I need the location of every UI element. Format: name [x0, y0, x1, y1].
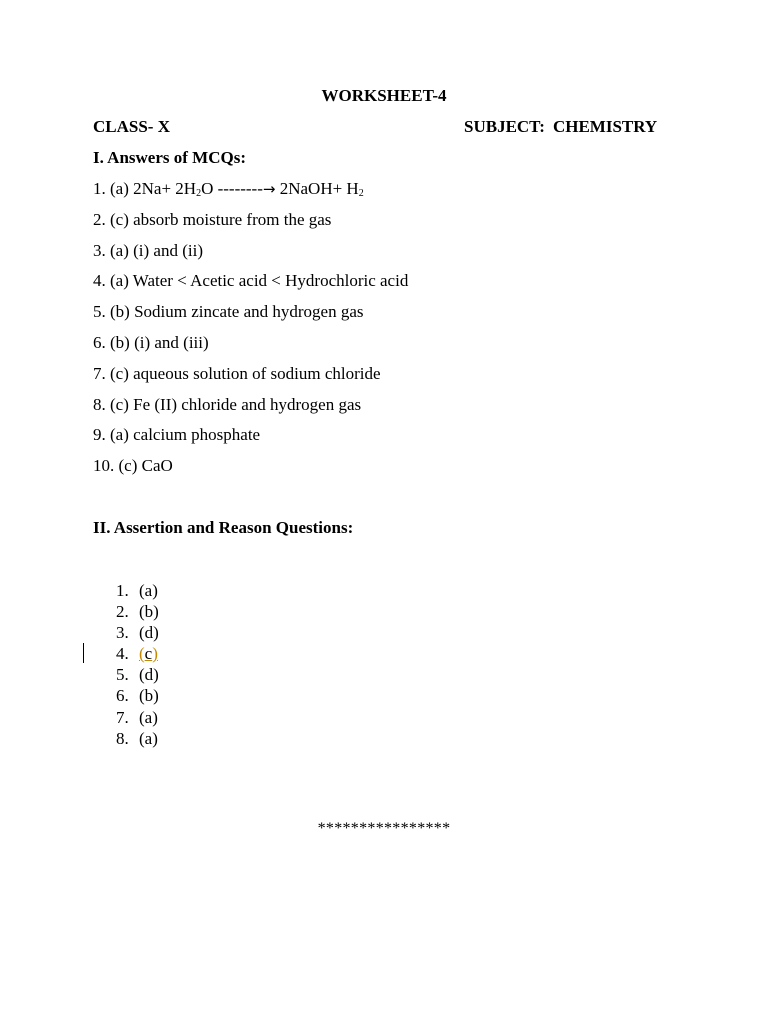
ar-answer-text: (a) [139, 707, 158, 727]
ar-number: 7. [116, 707, 129, 727]
arrow-right-icon: → [262, 180, 276, 198]
text-cursor [83, 643, 84, 663]
ar-answer-text: (b) [139, 686, 159, 706]
mcq-answer-1 [93, 179, 408, 210]
mcq-answer-list [93, 179, 408, 487]
mcq-answer-7: 7. (c) aqueous solution of sodium chloride [93, 363, 381, 383]
ar-number: 8. [116, 728, 129, 748]
ar-answer-8 [116, 729, 159, 750]
ar-answer-5 [116, 665, 159, 686]
ar-answer-text: (a) [139, 581, 158, 600]
class-label: CLASS- X [93, 117, 170, 136]
subject-value: CHEMISTRY [552, 117, 658, 136]
mcq-answer-10: 10. (c) CaO [93, 456, 173, 476]
ar-answer-7 [116, 708, 159, 729]
ar-number: 3. [116, 623, 129, 643]
worksheet-title: WORKSHEET-4 [321, 86, 447, 105]
mcq-answer-8: 8. (c) Fe (II) chloride and hydrogen gas [93, 394, 362, 414]
ar-answer-text: (d) [139, 623, 159, 643]
mcq-answer-9: 9. (a) calcium phosphate [93, 425, 261, 445]
q1-subscript-h2o: 2 [196, 188, 202, 199]
ar-answer-2 [116, 602, 159, 623]
ar-close-paren: ) [152, 644, 158, 664]
mcq-answer-3: 3. (a) (i) and (ii) [93, 240, 203, 260]
mcq-section-heading: I. Answers of MCQs: [93, 148, 246, 167]
tracked-change-answer[interactable] [139, 644, 158, 663]
mcq-answer-5: 5. (b) Sodium zincate and hydrogen gas [93, 302, 364, 322]
ar-number: 2. [116, 602, 129, 622]
footer-stars: **************** [317, 820, 451, 837]
q1-products: 2NaOH+ H [275, 179, 359, 198]
subject-line [464, 117, 657, 137]
ar-number: 5. [116, 665, 129, 685]
assertion-reason-heading: II. Assertion and Reason Questions: [93, 518, 354, 537]
ar-answer-1 [116, 581, 159, 602]
mcq-answer-4: 4. (a) Water < Acetic acid < Hydrochloric acid [93, 271, 409, 291]
q1-subscript-h2: 2 [358, 188, 364, 199]
mcq-answer-2: 2. (c) absorb moisture from the gas [93, 209, 332, 229]
q1-middle: O -------- [201, 179, 263, 198]
ar-number: 6. [116, 686, 129, 706]
ar-number: 4. [116, 644, 129, 664]
q1-prefix: 1. (a) 2Na+ 2H [93, 179, 197, 198]
subject-key: SUBJECT: [464, 117, 545, 136]
assertion-reason-list [116, 581, 159, 750]
ar-number: 1. [116, 581, 129, 600]
ar-answer-3 [116, 623, 159, 644]
ar-answer-text: (a) [139, 728, 158, 748]
ar-answer-text: (b) [139, 602, 159, 622]
ar-answer-text: (d) [139, 665, 159, 685]
ar-answer-6 [116, 686, 159, 707]
mcq-answer-6: 6. (b) (i) and (iii) [93, 332, 209, 352]
ar-answer-letter: c [144, 644, 153, 664]
ar-open-paren: ( [139, 644, 145, 664]
ar-answer-4[interactable] [116, 644, 159, 665]
